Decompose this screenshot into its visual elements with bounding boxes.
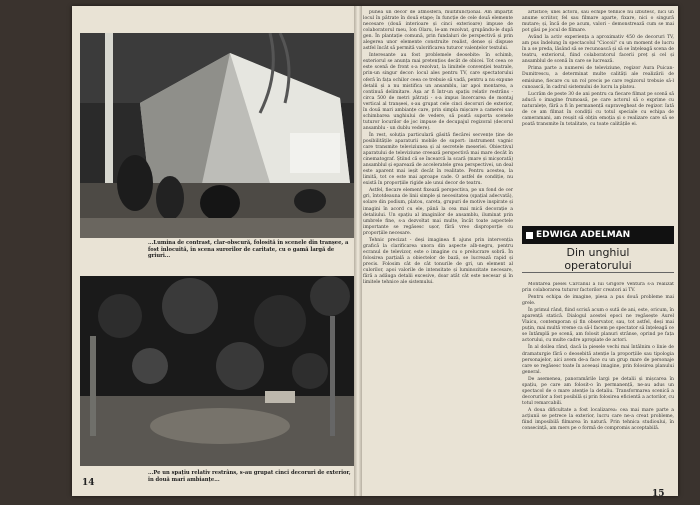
article-title-line-2: operatorului <box>564 259 632 272</box>
page-number-right: 15 <box>652 489 665 499</box>
article-paragraph: A doua dificultate a fost localizarea: cea mai mare parte a acțiunii se petrece la exterior, lucru care ne-a creat probleme, fiind imposibilă filmarea în natură. Prin tehnica studioului, în consecință, am mers pe o formă de compromis acceptabilă. <box>522 407 674 432</box>
article-paragraph: Lucrăm de peste 30 de ani pentru ca fiecare filmat pe scenă să aducă o imagine frumoasă, pe care actorul să o exprime cu naturalețe, fără a fi în permanență supravegheat de regizor. Iată de ce am filmat în condiții cu totul speciale cu echipa de cameramani, am reușit să obțin emoția și o realizare care să se poată transmite în totalitate, cu toate calitățile ei. <box>522 91 674 127</box>
photo-forest-scene <box>80 276 354 466</box>
article-column-c <box>522 282 674 486</box>
page-gutter <box>354 6 362 496</box>
page-number-left: 14 <box>82 478 95 488</box>
author-name: EDWIGA ADELMAN <box>536 229 631 240</box>
photo-forest-scene-image <box>80 276 354 466</box>
article-column-b <box>522 10 674 222</box>
article-paragraph: De asemenea, panoramările largi pe detalii și mișcarea în spațiu, pe care am folosit-o în permanență, ne-au adus un spectacol de o mare atenție la detaliu. Transformarea scenică a decorurilor a fost posibilă și prin folosirea eficientă a actorilor, cu totul remarcabili. <box>522 376 674 406</box>
author-banner <box>522 226 674 244</box>
article-title-line-1: Din unghiul <box>566 246 630 259</box>
article-title-text <box>522 246 674 272</box>
article-paragraph: artistice; unei actorii, sau echipe tehnice nu izbutesc, nici un anume scriitor, fel sau filmare aparte, fixare, nici o singură mutare; și, încă de pe acum, valori - demonstrează cum se mai pot găsi pe jocul de filmare. <box>522 10 674 34</box>
article-paragraph: Interesante au fost problemele deosebite: în schimb, exteriorul se anunța mai pretențios decât de obicei. Tot ceea ce este scenă de front s-a rezolvat, la limitele convenției teatrale, prin-un singur decor: locul ales pentru TV, care spectatorului oferă în fața ochilor ceea ce trebuie să vadă, pentru a nu expune detalii și a nu mistifica un ansamblu, iar apoi montarea, a continuă delimitare. Așa ar fi într-un spațiu relativ restrâns - circa 500 de metri pătrați - s-a impus încercarea de montaj vertical al tranșeei, s-au grupat cele cinci decoruri de exterior, în două mari ambianțe care, prin simpla mișcare a camerei sau schimbarea unghiului de vedere, să poată suporta scenele tuturor locurilor de joc impuse de decupajul regizoral (decorul ansamblu - un dublu vedere). <box>363 53 513 131</box>
article-paragraph: Astfel, fiecare element fixează perspectiva, pe un fond de cer gri, întotdeauna de linii simple și necesitatea (spațial adecvată), solare din podium, platou, careta, grupuri de motive inspirate și imagini în acord cu ele, până la cea mai mică decorație a detaliului. Un spațiu al imaginilor de ansamblu, iluminat prin umbrele fine, s-a dezvoltat mai multe, încât toate aspectele importante se regăsesc ușor, fără vreo disproporție cu proporțiile necesare. <box>363 188 513 236</box>
article-paragraph: Pentru echipa de imagine, piesa a pus două probleme mai grele. <box>522 295 674 307</box>
photo-tent-scene-image <box>80 33 354 238</box>
caption-top: ...Lumina de contrast, clar-obscură, folosită în scenele din tranșee, a fost înlocuită, în scena surorilor de caritate, cu o gamă largă de griuri... <box>148 240 349 260</box>
article-paragraph: Având la activ experiența a aproximativ 450 de decoruri TV, am pus îndelung în spectacolul "Ciocoii" cu un moment de lucru în a se preda, lăsând să se recunoască și să se înțeleagă scena de teatru, exteriorul, fiind colaboratorul facerii preț și cel și ansamblul de scenă în care se lucrează. <box>522 35 674 65</box>
article-paragraph: În primul rând, fiind scrisă acum o sută de ani, este, oricum, în aparență statică. Dialogul acestei epoci ne regăsește Aurel Vlaicu, contemporan și fin observator, sau, tot astfel, deși mai puțin, mai multă vreme ca să-l facem pe spectator să înțeleagă ce se întâmplă pe scenă, am folosit planuri strânse, oprind pe fața actorului, cu multe cadre apropiate de actori. <box>522 308 674 344</box>
article-paragraph: Prima parte a numerei de televiziune, regizor Aura Puican-Dumitrescu, a determinat multe calități ale realizării de emisiune, fiecare cu un rol precis pe care regizorul trebuie să-l cunoască, în cadrul sistemului de lucru la platou. <box>522 66 674 90</box>
article-paragraph: În al doilea rând, dacă la piesele vechi mai întâlnim o linie de dramaturgie fără o deosebită atenție la proporțiile sau tipologia personajelor, aici avem de-a face cu un grup mare de personaje care se regăsesc toate în aceeași imagine, prin folosirea planului general. <box>522 345 674 375</box>
caption-bottom: ...Pe un spațiu relativ restrâns, s-au grupat cinci decoruri de exterior, în două mari ambianțe... <box>148 470 351 483</box>
article-paragraph: În rest, soluția particulară găsită fiecărei secvențe ține de posibilitățile aparaturii mobile de suport: instrument vagnic care transmite televiziunea și al secretele meseriei. Obiectivul aparatului de televiziune creează perspectivă mai mare decât în cinematograf. Știind că se încearcă la scară (mare și micșorată) ansamblul și eparează de acceleratele grea perspectivei, un deal este aparent mai ieșit decât în realitate. Pentru acestea, la limită, tot ce este mai aproape cade. O astfel de condiție, nu există în proporțiile rigide ale unui decor de teatru. <box>363 132 513 187</box>
article-paragraph: Tehnic precizat - deși imaginea fi ajuns prin intervenția grafică la clarificarea unora din aspecte alb-negru, pentru ecranul de televizor, este o imagine cu o prelucrare sobră. În folosirea parțială a obiectelor de bază, se lucrează rapid și precis. Folosim cât de cât tonurile de gri, un element al culorilor, apoi valorile de intensitate și luminozitate necesare, fără a adăuga detalii excesive, doar atât cât este necesar și în limitele tehnice ale sistemului. <box>363 237 513 286</box>
photo-tent-scene <box>80 33 354 238</box>
article-column-a <box>363 10 513 490</box>
article-paragraph: punea un decor de atmosferă, multifuncțional. Am împărțit locul în pătrate în două etape; în funcție de cele două elemente necesare (două interioare și cinci exterioare) impuse de colaboratorul meu, Ion Olaru, le-am rezolvat, grupându-le după gen. În plantație comună, prin fundaluri de perspectivă și prin alegerea unor elemente construite realist, dense și dispuse astfel încât să permită valorificarea tuturor valențelor textului. <box>363 10 513 52</box>
article-title <box>522 246 674 273</box>
article-paragraph: Montarea piesei Carcanul a lui Grigore Ventura s-a realizat prin colaborarea tuturor factorilor creatori ai TV. <box>522 282 674 294</box>
banner-square-icon <box>526 232 533 239</box>
